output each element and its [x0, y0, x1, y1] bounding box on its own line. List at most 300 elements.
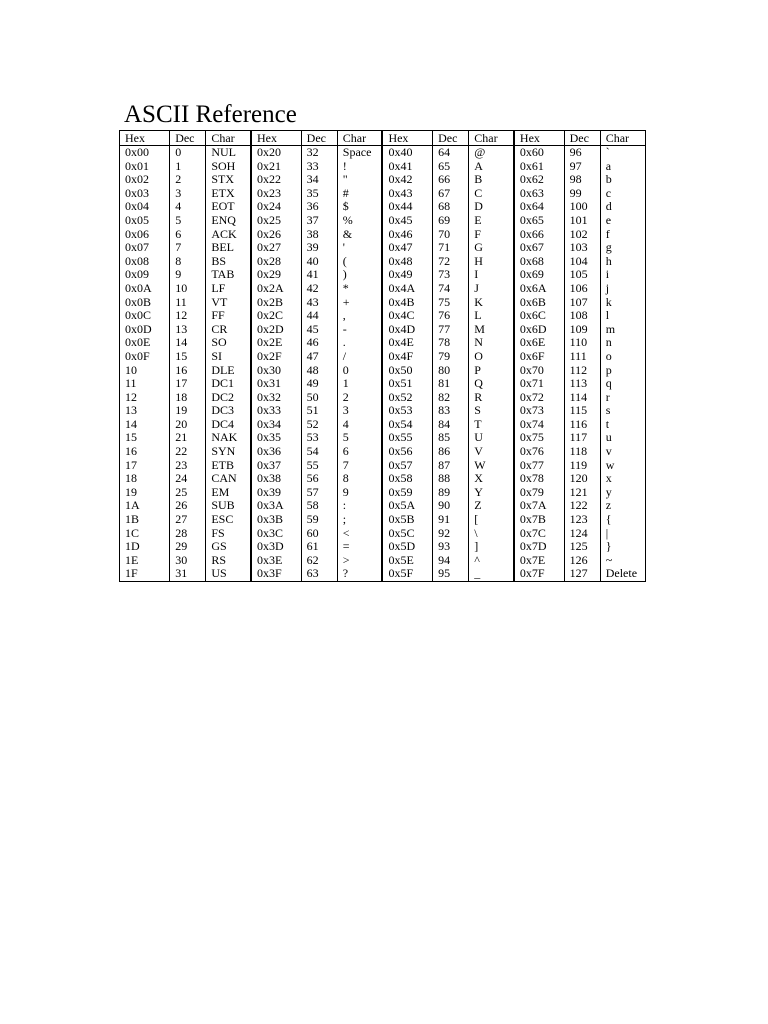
table-row — [120, 377, 646, 391]
char-cell: n — [600, 336, 645, 350]
dec-cell: 68 — [433, 200, 469, 214]
dec-cell: 54 — [301, 445, 337, 459]
dec-cell: 48 — [301, 364, 337, 378]
char-cell: * — [337, 282, 382, 296]
dec-cell: 127 — [564, 567, 600, 581]
dec-cell: 52 — [301, 418, 337, 432]
hex-cell: 0x27 — [251, 241, 301, 255]
dec-cell: 87 — [433, 459, 469, 473]
char-cell: ! — [337, 160, 382, 174]
dec-cell: 15 — [170, 350, 206, 364]
dec-cell: 44 — [301, 309, 337, 323]
dec-cell: 5 — [170, 214, 206, 228]
hex-cell: 0x47 — [382, 241, 432, 255]
char-cell: ETX — [206, 187, 251, 201]
hex-cell: 0x4F — [382, 350, 432, 364]
char-cell: SOH — [206, 160, 251, 174]
char-cell: 8 — [337, 472, 382, 486]
dec-cell: 3 — [170, 187, 206, 201]
dec-cell: 32 — [301, 146, 337, 160]
hex-cell: 0x77 — [514, 459, 564, 473]
dec-cell: 122 — [564, 499, 600, 513]
dec-cell: 75 — [433, 296, 469, 310]
char-cell: f — [600, 228, 645, 242]
hex-cell: 0x3C — [251, 527, 301, 541]
hex-cell: 0x36 — [251, 445, 301, 459]
table-row — [120, 187, 646, 201]
dec-cell: 115 — [564, 404, 600, 418]
hex-cell: 0x71 — [514, 377, 564, 391]
hex-cell: 0x48 — [382, 255, 432, 269]
dec-cell: 31 — [170, 567, 206, 581]
char-cell: ' — [337, 241, 382, 255]
char-cell: ( — [337, 255, 382, 269]
dec-cell: 6 — [170, 228, 206, 242]
column-header-dec: Dec — [564, 131, 600, 146]
dec-cell: 98 — [564, 173, 600, 187]
char-cell: ^ — [469, 554, 514, 568]
hex-cell: 0x63 — [514, 187, 564, 201]
char-cell: m — [600, 323, 645, 337]
table-row — [120, 391, 646, 405]
table-row — [120, 268, 646, 282]
char-cell: D — [469, 200, 514, 214]
table-row — [120, 527, 646, 541]
hex-cell: 0x44 — [382, 200, 432, 214]
char-cell: 3 — [337, 404, 382, 418]
dec-cell: 38 — [301, 228, 337, 242]
table-row — [120, 228, 646, 242]
hex-cell: 0x49 — [382, 268, 432, 282]
hex-cell: 0x4A — [382, 282, 432, 296]
dec-cell: 94 — [433, 554, 469, 568]
dec-cell: 113 — [564, 377, 600, 391]
char-cell: + — [337, 296, 382, 310]
hex-cell: 0x25 — [251, 214, 301, 228]
char-cell: C — [469, 187, 514, 201]
hex-cell: 0x22 — [251, 173, 301, 187]
hex-cell: 0x21 — [251, 160, 301, 174]
dec-cell: 1 — [170, 160, 206, 174]
char-cell: 1 — [337, 377, 382, 391]
char-cell: EOT — [206, 200, 251, 214]
dec-cell: 119 — [564, 459, 600, 473]
dec-cell: 96 — [564, 146, 600, 160]
hex-cell: 0x69 — [514, 268, 564, 282]
hex-cell: 0x4D — [382, 323, 432, 337]
hex-cell: 0x20 — [251, 146, 301, 160]
char-cell: / — [337, 350, 382, 364]
dec-cell: 24 — [170, 472, 206, 486]
dec-cell: 69 — [433, 214, 469, 228]
dec-cell: 58 — [301, 499, 337, 513]
dec-cell: 57 — [301, 486, 337, 500]
column-header-hex: Hex — [382, 131, 432, 146]
char-cell: A — [469, 160, 514, 174]
dec-cell: 26 — [170, 499, 206, 513]
hex-cell: 0x41 — [382, 160, 432, 174]
dec-cell: 47 — [301, 350, 337, 364]
char-cell: G — [469, 241, 514, 255]
dec-cell: 27 — [170, 513, 206, 527]
table-row — [120, 418, 646, 432]
dec-cell: 9 — [170, 268, 206, 282]
char-cell: - — [337, 323, 382, 337]
dec-cell: 85 — [433, 431, 469, 445]
char-cell: SUB — [206, 499, 251, 513]
hex-cell: 0x61 — [514, 160, 564, 174]
hex-cell: 0x73 — [514, 404, 564, 418]
char-cell: Q — [469, 377, 514, 391]
dec-cell: 76 — [433, 309, 469, 323]
hex-cell: 0x5B — [382, 513, 432, 527]
dec-cell: 16 — [170, 364, 206, 378]
char-cell: EM — [206, 486, 251, 500]
char-cell: { — [600, 513, 645, 527]
dec-cell: 18 — [170, 391, 206, 405]
char-cell: LF — [206, 282, 251, 296]
dec-cell: 77 — [433, 323, 469, 337]
hex-cell: 0x0B — [120, 296, 170, 310]
table-row — [120, 472, 646, 486]
hex-cell: 0x60 — [514, 146, 564, 160]
dec-cell: 42 — [301, 282, 337, 296]
char-cell: | — [600, 527, 645, 541]
dec-cell: 63 — [301, 567, 337, 581]
dec-cell: 70 — [433, 228, 469, 242]
dec-cell: 103 — [564, 241, 600, 255]
hex-cell: 0x6B — [514, 296, 564, 310]
dec-cell: 118 — [564, 445, 600, 459]
document-title: ASCII Reference — [124, 101, 297, 128]
hex-cell: 0x2B — [251, 296, 301, 310]
hex-cell: 0x3F — [251, 567, 301, 581]
dec-cell: 112 — [564, 364, 600, 378]
dec-cell: 12 — [170, 309, 206, 323]
hex-cell: 0x5F — [382, 567, 432, 581]
table-row — [120, 160, 646, 174]
dec-cell: 81 — [433, 377, 469, 391]
dec-cell: 11 — [170, 296, 206, 310]
char-cell: ETB — [206, 459, 251, 473]
char-cell: TAB — [206, 268, 251, 282]
hex-cell: 0x6A — [514, 282, 564, 296]
char-cell: N — [469, 336, 514, 350]
hex-cell: 1D — [120, 540, 170, 554]
dec-cell: 10 — [170, 282, 206, 296]
table-row — [120, 459, 646, 473]
ascii-table — [119, 130, 646, 582]
char-cell: e — [600, 214, 645, 228]
hex-cell: 0x5E — [382, 554, 432, 568]
char-cell: d — [600, 200, 645, 214]
char-cell: z — [600, 499, 645, 513]
char-cell: CR — [206, 323, 251, 337]
table-row — [120, 364, 646, 378]
hex-cell: 0x74 — [514, 418, 564, 432]
hex-cell: 0x28 — [251, 255, 301, 269]
dec-cell: 74 — [433, 282, 469, 296]
char-cell: V — [469, 445, 514, 459]
char-cell: x — [600, 472, 645, 486]
hex-cell: 0x2A — [251, 282, 301, 296]
hex-cell: 0x75 — [514, 431, 564, 445]
char-cell: r — [600, 391, 645, 405]
dec-cell: 39 — [301, 241, 337, 255]
dec-cell: 33 — [301, 160, 337, 174]
hex-cell: 0x57 — [382, 459, 432, 473]
hex-cell: 0x03 — [120, 187, 170, 201]
hex-cell: 0x4E — [382, 336, 432, 350]
char-cell: I — [469, 268, 514, 282]
char-cell: Z — [469, 499, 514, 513]
hex-cell: 0x45 — [382, 214, 432, 228]
hex-cell: 0x2D — [251, 323, 301, 337]
char-cell: 2 — [337, 391, 382, 405]
hex-cell: 0x64 — [514, 200, 564, 214]
hex-cell: 0x31 — [251, 377, 301, 391]
dec-cell: 107 — [564, 296, 600, 310]
char-cell: SO — [206, 336, 251, 350]
dec-cell: 82 — [433, 391, 469, 405]
hex-cell: 0x07 — [120, 241, 170, 255]
dec-cell: 2 — [170, 173, 206, 187]
hex-cell: 0x43 — [382, 187, 432, 201]
hex-cell: 0x7A — [514, 499, 564, 513]
char-cell: q — [600, 377, 645, 391]
dec-cell: 123 — [564, 513, 600, 527]
dec-cell: 86 — [433, 445, 469, 459]
char-cell: ; — [337, 513, 382, 527]
dec-cell: 41 — [301, 268, 337, 282]
char-cell: Y — [469, 486, 514, 500]
hex-cell: 0x0A — [120, 282, 170, 296]
dec-cell: 79 — [433, 350, 469, 364]
hex-cell: 0x06 — [120, 228, 170, 242]
hex-cell: 0x6E — [514, 336, 564, 350]
char-cell: FS — [206, 527, 251, 541]
dec-cell: 51 — [301, 404, 337, 418]
dec-cell: 17 — [170, 377, 206, 391]
dec-cell: 0 — [170, 146, 206, 160]
hex-cell: 0x51 — [382, 377, 432, 391]
char-cell: 4 — [337, 418, 382, 432]
table-row — [120, 350, 646, 364]
hex-cell: 0x34 — [251, 418, 301, 432]
char-cell: p — [600, 364, 645, 378]
char-cell: = — [337, 540, 382, 554]
hex-cell: 0x62 — [514, 173, 564, 187]
dec-cell: 109 — [564, 323, 600, 337]
hex-cell: 0x3E — [251, 554, 301, 568]
char-cell: a — [600, 160, 645, 174]
dec-cell: 65 — [433, 160, 469, 174]
char-cell: : — [337, 499, 382, 513]
dec-cell: 13 — [170, 323, 206, 337]
char-cell: BEL — [206, 241, 251, 255]
dec-cell: 61 — [301, 540, 337, 554]
dec-cell: 60 — [301, 527, 337, 541]
hex-cell: 0x7F — [514, 567, 564, 581]
dec-cell: 30 — [170, 554, 206, 568]
table-row — [120, 554, 646, 568]
dec-cell: 43 — [301, 296, 337, 310]
char-cell: W — [469, 459, 514, 473]
column-header-char: Char — [600, 131, 645, 146]
char-cell: " — [337, 173, 382, 187]
table-row — [120, 282, 646, 296]
hex-cell: 0x2F — [251, 350, 301, 364]
hex-cell: 0x46 — [382, 228, 432, 242]
hex-cell: 0x72 — [514, 391, 564, 405]
hex-cell: 0x0E — [120, 336, 170, 350]
hex-cell: 0x3A — [251, 499, 301, 513]
hex-cell: 0x32 — [251, 391, 301, 405]
char-cell: h — [600, 255, 645, 269]
char-cell: U — [469, 431, 514, 445]
char-cell: R — [469, 391, 514, 405]
char-cell: Delete — [600, 567, 645, 581]
dec-cell: 111 — [564, 350, 600, 364]
table-row — [120, 445, 646, 459]
char-cell: ESC — [206, 513, 251, 527]
dec-cell: 80 — [433, 364, 469, 378]
char-cell: c — [600, 187, 645, 201]
hex-cell: 0x26 — [251, 228, 301, 242]
hex-cell: 0x7D — [514, 540, 564, 554]
char-cell: u — [600, 431, 645, 445]
hex-cell: 0x3B — [251, 513, 301, 527]
hex-cell: 14 — [120, 418, 170, 432]
dec-cell: 105 — [564, 268, 600, 282]
char-cell: B — [469, 173, 514, 187]
char-cell: STX — [206, 173, 251, 187]
char-cell: l — [600, 309, 645, 323]
char-cell: E — [469, 214, 514, 228]
hex-cell: 0x37 — [251, 459, 301, 473]
dec-cell: 8 — [170, 255, 206, 269]
char-cell: % — [337, 214, 382, 228]
hex-cell: 1A — [120, 499, 170, 513]
char-cell: > — [337, 554, 382, 568]
table-row — [120, 255, 646, 269]
hex-cell: 0x53 — [382, 404, 432, 418]
dec-cell: 67 — [433, 187, 469, 201]
dec-cell: 93 — [433, 540, 469, 554]
hex-cell: 0x24 — [251, 200, 301, 214]
hex-cell: 0x33 — [251, 404, 301, 418]
hex-cell: 1B — [120, 513, 170, 527]
hex-cell: 0x2E — [251, 336, 301, 350]
char-cell: $ — [337, 200, 382, 214]
dec-cell: 116 — [564, 418, 600, 432]
char-cell: US — [206, 567, 251, 581]
dec-cell: 110 — [564, 336, 600, 350]
dec-cell: 7 — [170, 241, 206, 255]
char-cell: CAN — [206, 472, 251, 486]
dec-cell: 83 — [433, 404, 469, 418]
char-cell: \ — [469, 527, 514, 541]
hex-cell: 0x56 — [382, 445, 432, 459]
hex-cell: 0x79 — [514, 486, 564, 500]
char-cell: L — [469, 309, 514, 323]
hex-cell: 1E — [120, 554, 170, 568]
dec-cell: 91 — [433, 513, 469, 527]
dec-cell: 34 — [301, 173, 337, 187]
dec-cell: 126 — [564, 554, 600, 568]
char-cell: b — [600, 173, 645, 187]
table-row — [120, 309, 646, 323]
dec-cell: 121 — [564, 486, 600, 500]
table-row — [120, 513, 646, 527]
char-cell: DLE — [206, 364, 251, 378]
dec-cell: 40 — [301, 255, 337, 269]
dec-cell: 99 — [564, 187, 600, 201]
hex-cell: 0x3D — [251, 540, 301, 554]
column-header-hex: Hex — [251, 131, 301, 146]
table-row — [120, 173, 646, 187]
hex-cell: 0x58 — [382, 472, 432, 486]
hex-cell: 0x66 — [514, 228, 564, 242]
dec-cell: 88 — [433, 472, 469, 486]
table-row — [120, 241, 646, 255]
char-cell: ` — [600, 146, 645, 160]
column-header-char: Char — [206, 131, 251, 146]
hex-cell: 16 — [120, 445, 170, 459]
dec-cell: 19 — [170, 404, 206, 418]
char-cell: NUL — [206, 146, 251, 160]
table-row — [120, 567, 646, 581]
dec-cell: 90 — [433, 499, 469, 513]
dec-cell: 84 — [433, 418, 469, 432]
char-cell: @ — [469, 146, 514, 160]
header-row — [120, 131, 646, 146]
table-row — [120, 404, 646, 418]
column-header-dec: Dec — [170, 131, 206, 146]
char-cell: . — [337, 336, 382, 350]
dec-cell: 95 — [433, 567, 469, 581]
dec-cell: 100 — [564, 200, 600, 214]
dec-cell: 14 — [170, 336, 206, 350]
hex-cell: 0x0F — [120, 350, 170, 364]
char-cell: ) — [337, 268, 382, 282]
dec-cell: 104 — [564, 255, 600, 269]
hex-cell: 17 — [120, 459, 170, 473]
char-cell: 0 — [337, 364, 382, 378]
table-row — [120, 486, 646, 500]
dec-cell: 29 — [170, 540, 206, 554]
hex-cell: 10 — [120, 364, 170, 378]
char-cell: NAK — [206, 431, 251, 445]
hex-cell: 0x2C — [251, 309, 301, 323]
hex-cell: 0x78 — [514, 472, 564, 486]
table-row — [120, 214, 646, 228]
char-cell: DC4 — [206, 418, 251, 432]
hex-cell: 0x5C — [382, 527, 432, 541]
table-row — [120, 200, 646, 214]
char-cell: SI — [206, 350, 251, 364]
char-cell: 6 — [337, 445, 382, 459]
dec-cell: 59 — [301, 513, 337, 527]
dec-cell: 45 — [301, 323, 337, 337]
char-cell: t — [600, 418, 645, 432]
char-cell: DC1 — [206, 377, 251, 391]
column-header-char: Char — [469, 131, 514, 146]
char-cell: ? — [337, 567, 382, 581]
char-cell: VT — [206, 296, 251, 310]
hex-cell: 0x08 — [120, 255, 170, 269]
hex-cell: 0x38 — [251, 472, 301, 486]
